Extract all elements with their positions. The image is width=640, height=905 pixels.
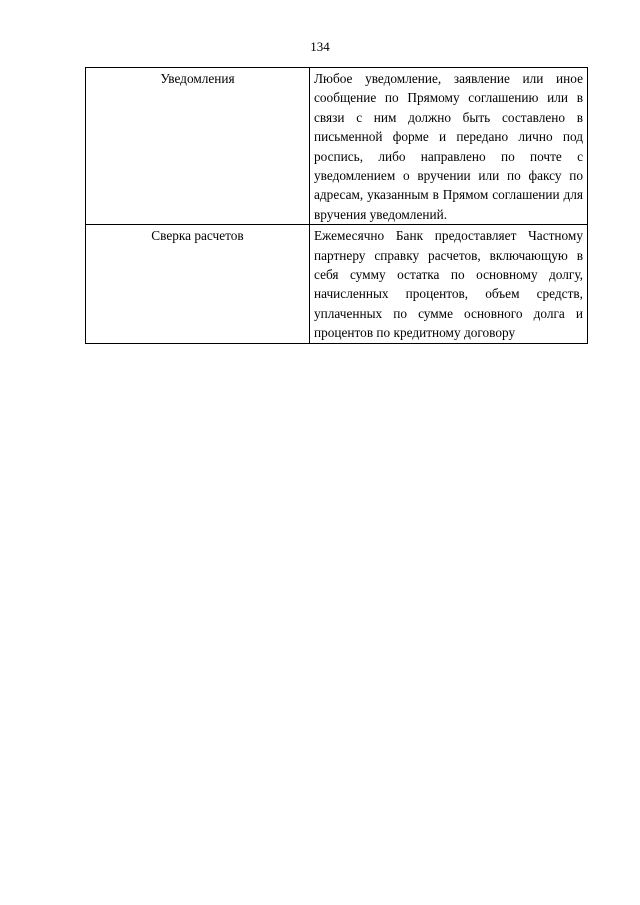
description-cell: Любое уведомление, заявление или иное сообщение по Прямому соглашению или в связи с ним должно быть составлено в письменной форме и передано лично под роспись, либо направлено по почте с уведомлением о вручении или по факсу по адресам, указанным в Прямом соглашении для вручения уведомлений. (310, 68, 588, 225)
terms-table (85, 67, 588, 344)
table-row-notifications (86, 68, 588, 225)
term-cell: Сверка расчетов (86, 225, 310, 343)
description-cell: Ежемесячно Банк предоставляет Частному партнеру справку расчетов, включающую в себя сумму остатка по основному долгу, начисленных процентов, объем средств, уплаченных по сумме основного долга и процентов по кредитному договору (310, 225, 588, 343)
term-cell: Уведомления (86, 68, 310, 225)
page-number: 134 (310, 39, 330, 54)
table-row-reconciliation (86, 225, 588, 343)
